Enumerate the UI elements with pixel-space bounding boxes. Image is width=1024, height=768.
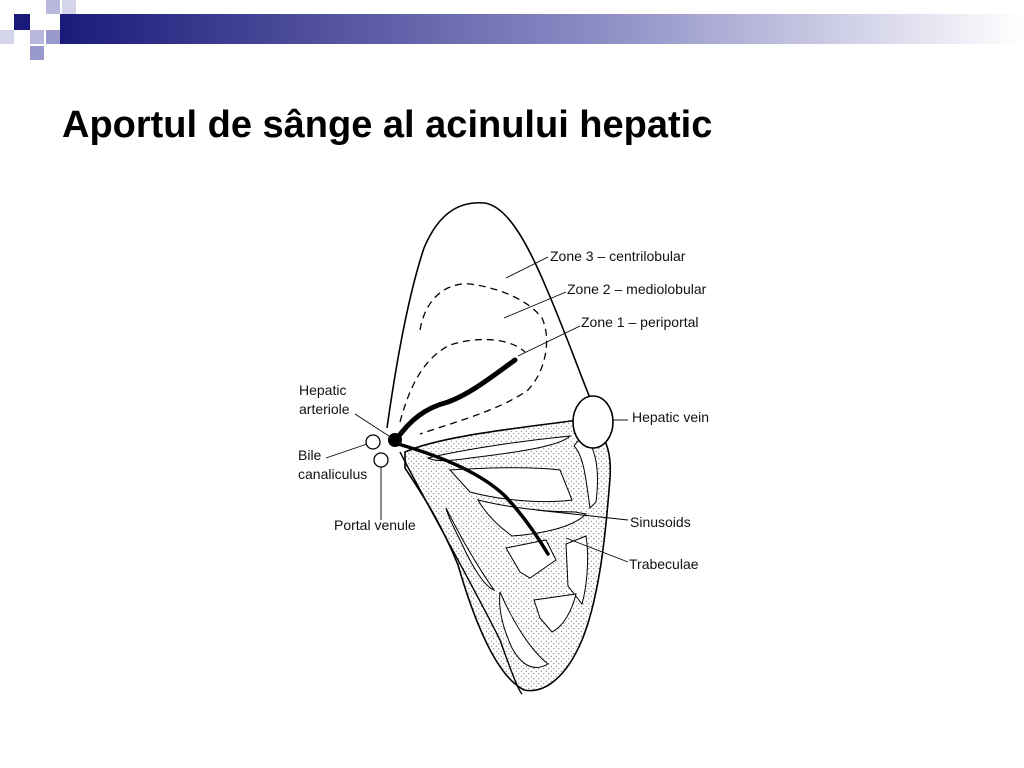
leader-bile-canaliculus — [326, 444, 367, 458]
portal-venule-circle — [374, 453, 388, 467]
label-portal-venule: Portal venule — [334, 517, 416, 533]
hepatic-arteriole — [388, 433, 402, 447]
label-sinusoids: Sinusoids — [630, 514, 691, 530]
page-title: Aportul de sânge al acinului hepatic — [62, 104, 713, 146]
hepatic-vein — [573, 396, 613, 448]
label-hepatic-vein: Hepatic vein — [632, 409, 710, 425]
label-bile-canaliculus-line2: canaliculus — [298, 466, 368, 482]
label-zone1: Zone 1 – periportal — [581, 314, 699, 330]
label-trabeculae: Trabeculae — [629, 556, 699, 572]
leader-zone1 — [518, 326, 580, 356]
leader-zone3 — [506, 257, 548, 278]
label-bile-canaliculus-line1: Bile — [298, 447, 322, 463]
hepatic-arteriole-branch — [396, 360, 515, 440]
zone2-boundary — [420, 284, 547, 434]
zone1-boundary — [400, 340, 525, 422]
label-zone2: Zone 2 – mediolobular — [567, 281, 707, 297]
label-hepatic-arteriole-line1: Hepatic — [299, 382, 347, 398]
label-zone3: Zone 3 – centrilobular — [550, 248, 686, 264]
bile-canaliculus-circle — [366, 435, 380, 449]
label-hepatic-arteriole-line2: arteriole — [299, 401, 350, 417]
acinus-upper-outline — [387, 203, 592, 428]
